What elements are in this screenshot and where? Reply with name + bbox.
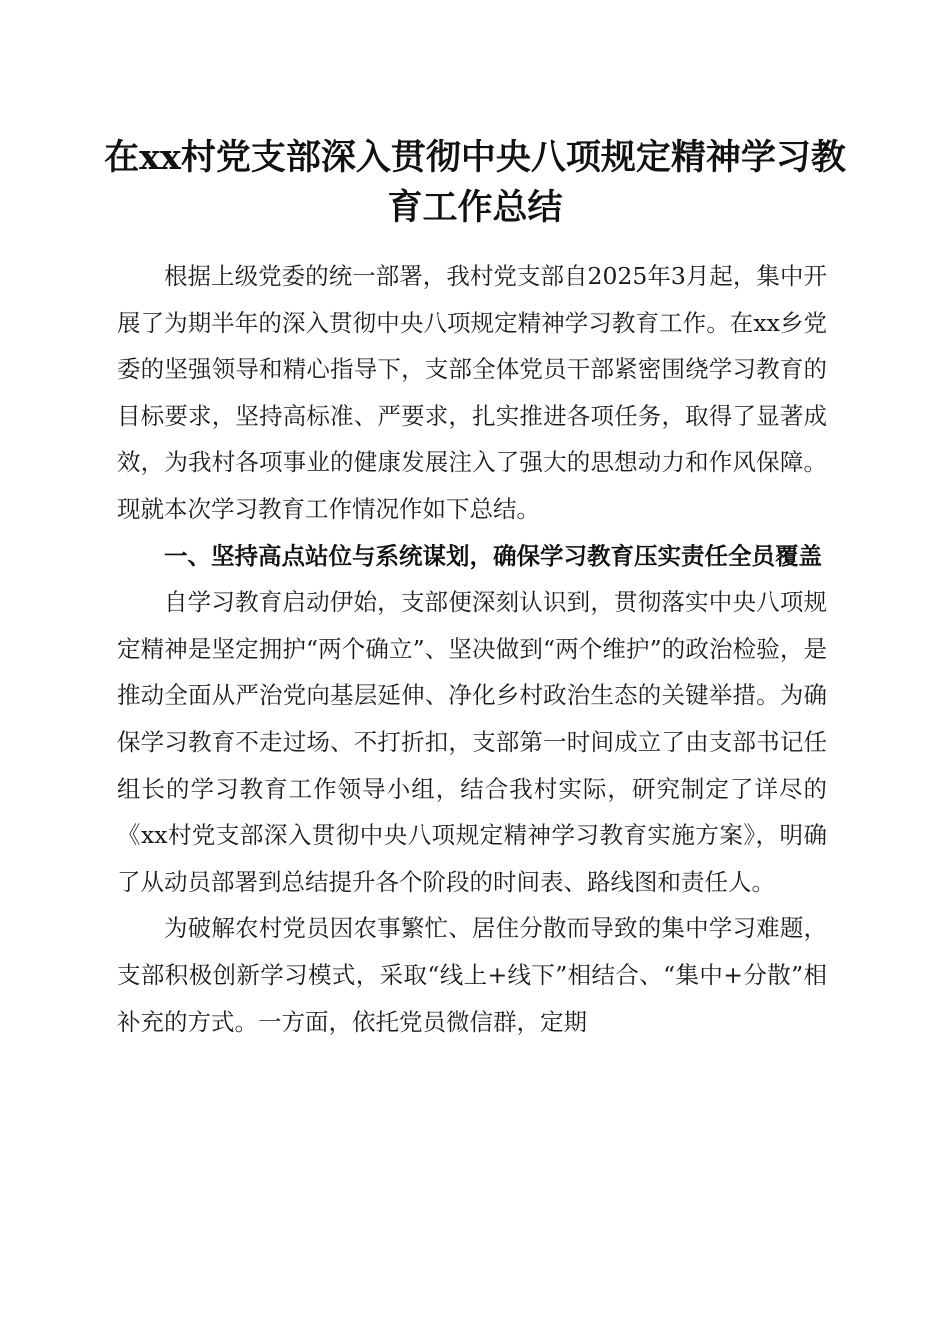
document-title: 在xx村党支部深入贯彻中央八项规定精神学习教育工作总结: [104, 137, 846, 228]
intro-paragraph: 根据上级党委的统一部署，我村党支部自2025年3月起，集中开展了为期半年的深入贯彻中央八项规定精神学习教育工作。在xx乡党委的坚强领导和精心指导下，支部全体党员干部紧密围绕学习教育的目标要求，坚持高标准、严要求，扎实推进各项任务，取得了显著成效，为我村各项事业的健康发展注入了强大的思想动力和作风保障。现就本次学习教育工作情况作如下总结。: [117, 262, 827, 523]
body-paragraph: 自学习教育启动伊始，支部便深刻认识到，贯彻落实中央八项规定精神是坚定拥护“两个确立”、坚决做到“两个维护”的政治检验，是推动全面从严治党向基层延伸、净化乡村政治生态的关键举措。为确保学习教育不走过场、不打折扣，支部第一时间成立了由支部书记任组长的学习教育工作领导小组，结合我村实际，研究制定了详尽的《xx村党支部深入贯彻中央八项规定精神学习教育实施方案》，明确了从动员部署到总结提升各个阶段的时间表、路线图和责任人。: [117, 588, 827, 896]
body-paragraph: 为破解农村党员因农事繁忙、居住分散而导致的集中学习难题，支部积极创新学习模式，采取“线上+线下”相结合、“集中+分散”相补充的方式。一方面，依托党员微信群，定期: [117, 914, 827, 1036]
document-body: [117, 253, 827, 1045]
section-heading: 一、坚持高点站位与系统谋划，确保学习教育压实责任全员覆盖: [164, 541, 822, 570]
